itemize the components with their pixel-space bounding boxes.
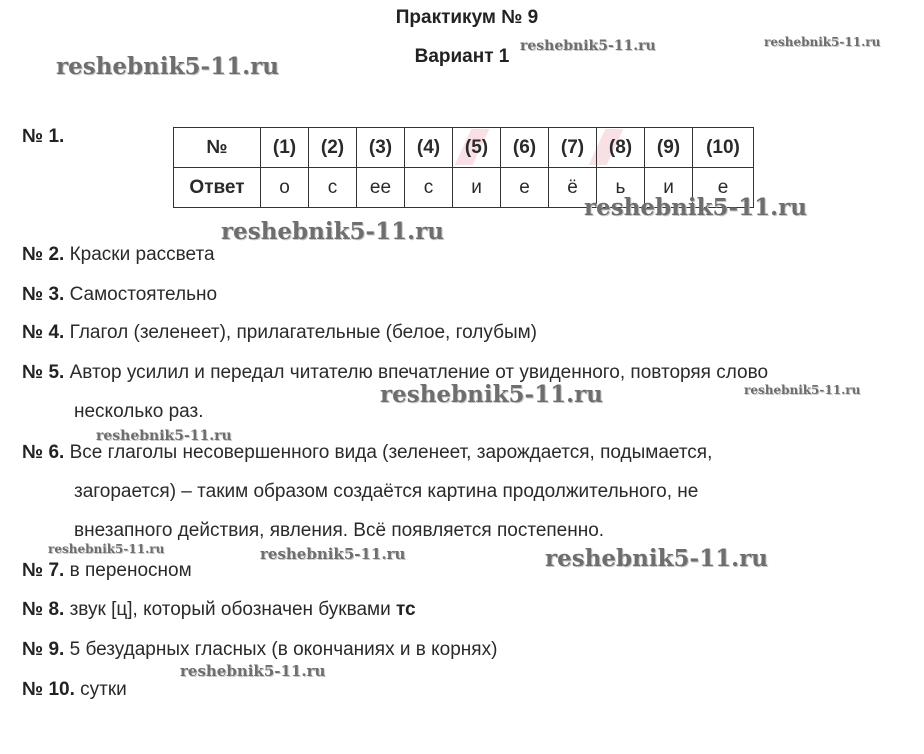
table-column-header: (7) [549,128,597,168]
task-text: сутки [80,679,127,700]
table-column-header: (4) [405,128,453,168]
watermark: reshebnik5-11.ru [48,542,165,556]
watermark: reshebnik5-11.ru [96,428,232,444]
watermark: reshebnik5-11.ru [260,545,406,563]
table-column-header: (10) [693,128,754,168]
page-subtitle: Вариант 1 [414,46,510,67]
task-6 [22,441,712,465]
task-text: Глагол (зеленеет), прилагательные (белое, голубым) [69,322,537,343]
table-column-header: (3) [357,128,405,168]
table-cell: е [693,168,754,208]
task-4 [22,321,537,345]
task-9 [22,638,497,662]
task-text: Краски рассвета [69,244,215,265]
table-cell: ё [549,168,597,208]
watermark: reshebnik5-11.ru [520,38,656,54]
table-cell: е [501,168,549,208]
task-number: № 9. [22,639,65,660]
watermark: reshebnik5-11.ru [545,545,768,572]
task-2 [22,243,215,267]
page-title: Практикум № 9 [395,7,539,28]
table-column-header: (6) [501,128,549,168]
table-column-header: (1) [261,128,309,168]
table-answer-label: Ответ [174,168,261,208]
task-number: № 10. [22,679,75,700]
table-header-row [174,128,754,168]
task-text: Самостоятельно [69,284,218,305]
task-text: Автор усилил и передал читателю впечатление от увиденного, повторяя слово [69,362,769,383]
task-number: № 8. [22,599,65,620]
task-number: № 2. [22,244,65,265]
task-6-continuation: загорается) – таким образом создаётся картина продолжительного, не [74,481,699,502]
table-cell: ее [357,168,405,208]
task-number: № 3. [22,284,65,305]
table-header-label: № [174,128,261,168]
watermark: reshebnik5-11.ru [221,218,444,245]
table-cell: с [309,168,357,208]
watermark: reshebnik5-11.ru [744,383,861,397]
watermark: reshebnik5-11.ru [180,662,326,680]
table-cell: и [645,168,693,208]
table-cell: ь [597,168,645,208]
table-column-header: (5) [453,128,501,168]
task-number: № 4. [22,322,65,343]
table-column-header: (2) [309,128,357,168]
table-cell: о [261,168,309,208]
task-text-bold: тс [396,599,416,620]
task-10 [22,678,127,702]
watermark: reshebnik5-11.ru [56,53,279,80]
task-5-continuation: несколько раз. [74,401,204,422]
task-1-number: № 1. [22,126,65,147]
watermark: reshebnik5-11.ru [584,194,807,221]
task-text: звук [ц], который обозначен буквами [69,599,396,620]
table-cell: с [405,168,453,208]
task-3 [22,283,217,307]
task-8 [22,598,416,622]
table-column-header: (8) [597,128,645,168]
task-number: № 6. [22,442,65,463]
task-number: № 7. [22,560,65,581]
table-column-header: (9) [645,128,693,168]
table-cell: и [453,168,501,208]
task-number: № 5. [22,362,65,383]
task-text: в переносном [69,560,192,581]
watermark: reshebnik5-11.ru [380,381,603,408]
task-7 [22,559,192,583]
task-6-continuation: внезапного действия, явления. Всё появляется постепенно. [74,520,605,541]
watermark: reshebnik5-11.ru [764,35,881,49]
task-text: 5 безударных гласных (в окончаниях и в корнях) [69,639,498,660]
task-text: Все глаголы несовершенного вида (зеленеет, зарождается, подымается, [69,442,713,463]
